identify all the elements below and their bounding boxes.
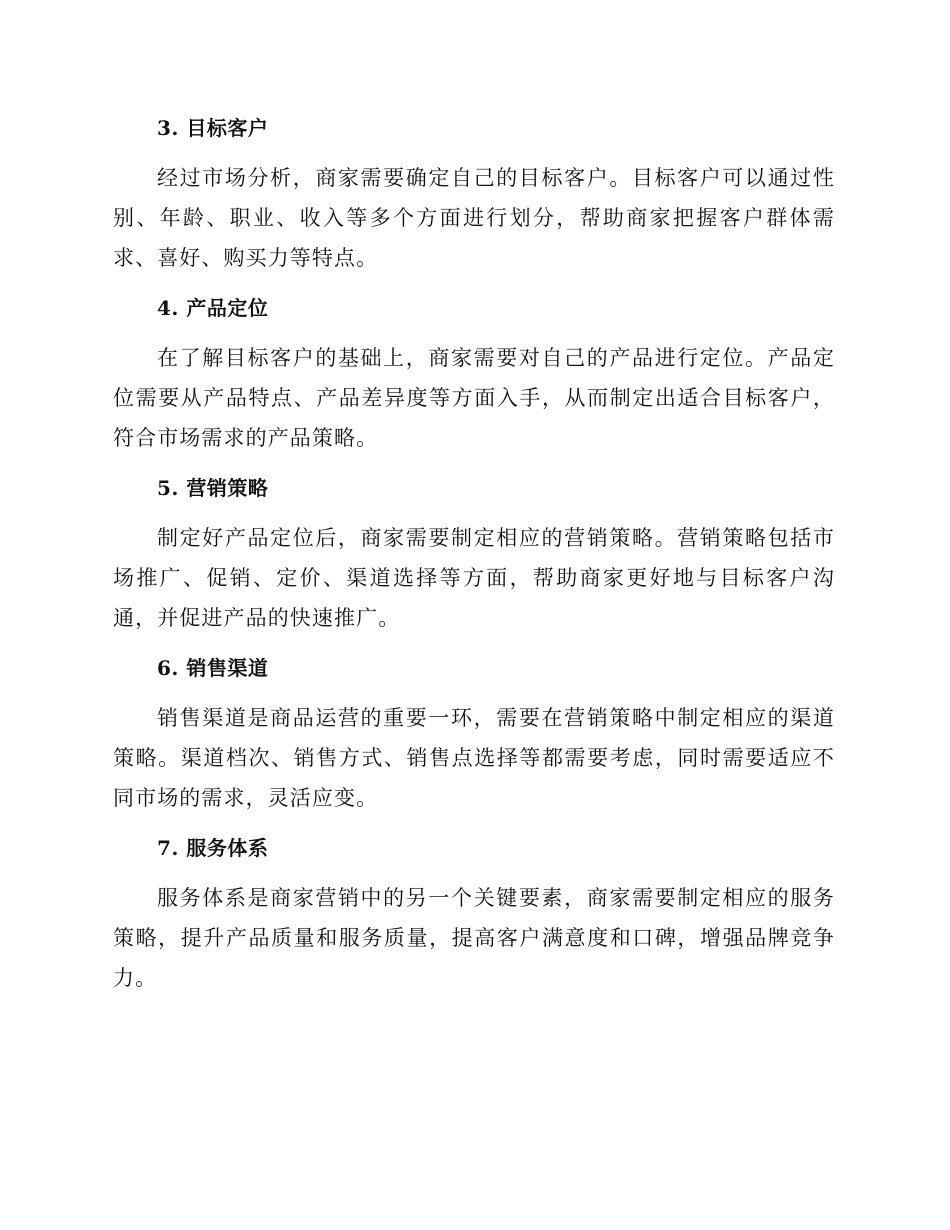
document-page (113, 108, 835, 1008)
section-paragraph: 服务体系是商家营销中的另一个关键要素，商家需要制定相应的服务策略，提升产品质量和服务质量，提高客户满意度和口碑，增强品牌竞争力。 (113, 886, 835, 990)
section-paragraph: 经过市场分析，商家需要确定自己的目标客户。目标客户可以通过性别、年龄、职业、收入等多个方面进行划分，帮助商家把握客户群体需求、喜好、购买力等特点。 (113, 166, 835, 270)
section-product-positioning (113, 288, 835, 458)
section-paragraph: 在了解目标客户的基础上，商家需要对自己的产品进行定位。产品定位需要从产品特点、产品差异度等方面入手，从而制定出适合目标客户，符合市场需求的产品策略。 (113, 346, 835, 450)
section-sales-channels (113, 648, 835, 818)
section-target-customers (113, 108, 835, 278)
section-service-system (113, 828, 835, 998)
section-paragraph: 制定好产品定位后，商家需要制定相应的营销策略。营销策略包括市场推广、促销、定价、渠道选择等方面，帮助商家更好地与目标客户沟通，并促进产品的快速推广。 (113, 526, 835, 630)
section-heading: 5. 营销策略 (157, 476, 269, 500)
section-heading: 3. 目标客户 (157, 116, 269, 140)
section-heading: 7. 服务体系 (157, 836, 269, 860)
section-paragraph: 销售渠道是商品运营的重要一环，需要在营销策略中制定相应的渠道策略。渠道档次、销售方式、销售点选择等都需要考虑，同时需要适应不同市场的需求，灵活应变。 (113, 706, 835, 810)
section-heading: 6. 销售渠道 (157, 656, 269, 680)
section-marketing-strategy (113, 468, 835, 638)
section-heading: 4. 产品定位 (157, 296, 269, 320)
